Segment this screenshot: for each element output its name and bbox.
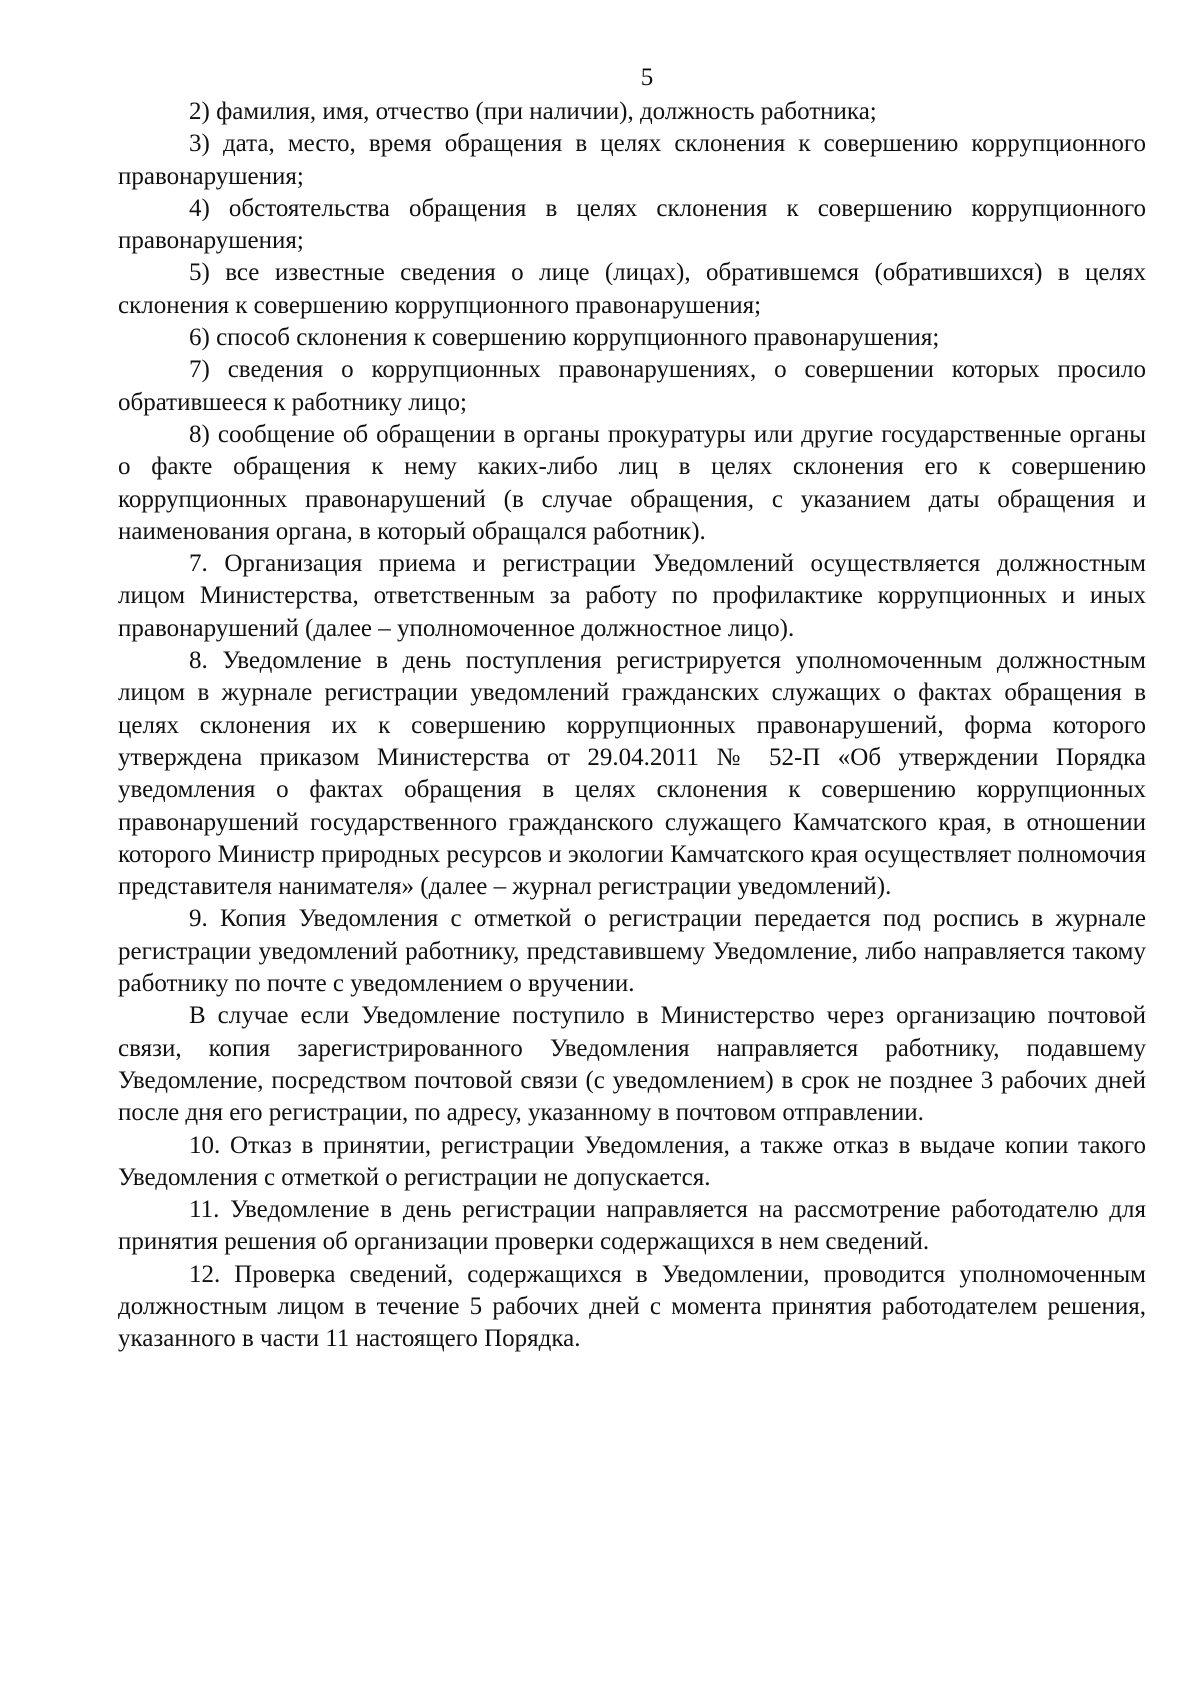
clause-9-postal-case: В случае если Уведомление поступило в Министерство через организацию почтовой связи, копия зарегистрированного Уведомления направляется работнику, подавшему Уведомление, посредством почтовой связи (с уведомлением) в срок не позднее 3 рабочих дней после дня его регистрации, по адресу, указанному в почтовом отправлении. <box>118 1002 1146 1127</box>
list-item-5-known-info: 5) все известные сведения о лице (лицах), обратившемся (обратившихся) в целях склонения к совершению коррупционного правонарушения; <box>118 259 1146 319</box>
list-item-3-date-place-time: 3) дата, место, время обращения в целях склонения к совершению коррупционного правонарушения; <box>118 130 1146 190</box>
clause-9: 9. Копия Уведомления с отметкой о регистрации передается под роспись в журнале регистрации уведомлений работнику, представившему Уведомление, либо направляется такому работнику по почте с уведомлением о вручении. <box>118 905 1146 998</box>
clause-10: 10. Отказ в принятии, регистрации Уведомления, а также отказ в выдаче копии такого Уведомления с отметкой о регистрации не допускается. <box>118 1131 1146 1191</box>
clause-8: 8. Уведомление в день поступления регистрируется уполномоченным должностным лицом в журнале регистрации уведомлений гражданских служащих о фактах обращения в целях склонения их к совершению коррупционных правонарушений, форма которого утверждена приказом Министерства от 29.04.2011 № 52-П «Об утверждении Порядка уведомления о фактах обращения в целях склонения к совершению коррупционных правонарушений государственного гражданского служащего Камчатского края, в отношении которого Министр природных ресурсов и экологии Камчатского края осуществляет полномочия представителя нанимателя» (далее – журнал регистрации уведомлений). <box>118 647 1146 901</box>
list-item-2-employee-name: 2) фамилия, имя, отчество (при наличии), должность работника; <box>189 98 877 125</box>
clause-11: 11. Уведомление в день регистрации направляется на рассмотрение работодателю для принятия решения об организации проверки содержащихся в нем сведений. <box>118 1196 1146 1256</box>
clause-7: 7. Организация приема и регистрации Уведомлений осуществляется должностным лицом Министерства, ответственным за работу по профилактике коррупционных и иных правонарушений (далее – уполномоченное должностное лицо). <box>118 550 1146 642</box>
page-number: 5 <box>640 64 654 91</box>
list-item-8-prosecutor-report: 8) сообщение об обращении в органы прокуратуры или другие государственные органы о факте обращения к нему каких-либо лиц в целях склонения его к совершению коррупционных правонарушений (в случае обращения, с указанием даты обращения и наименования органа, в который обращался работник). <box>118 420 1146 545</box>
list-item-6-method: 6) способ склонения к совершению коррупционного правонарушения; <box>189 324 940 352</box>
list-item-7-offense-info: 7) сведения о коррупционных правонарушениях, о совершении которых просило обратившееся к работнику лицо; <box>118 356 1146 416</box>
document-page <box>118 62 1146 1356</box>
clause-12: 12. Проверка сведений, содержащихся в Уведомлении, проводится уполномоченным должностным лицом в течение 5 рабочих дней с момента принятия работодателем решения, указанного в части 11 настоящего Порядка. <box>118 1260 1146 1353</box>
list-item-4-circumstances: 4) обстоятельства обращения в целях склонения к совершению коррупционного правонарушения; <box>118 194 1146 255</box>
